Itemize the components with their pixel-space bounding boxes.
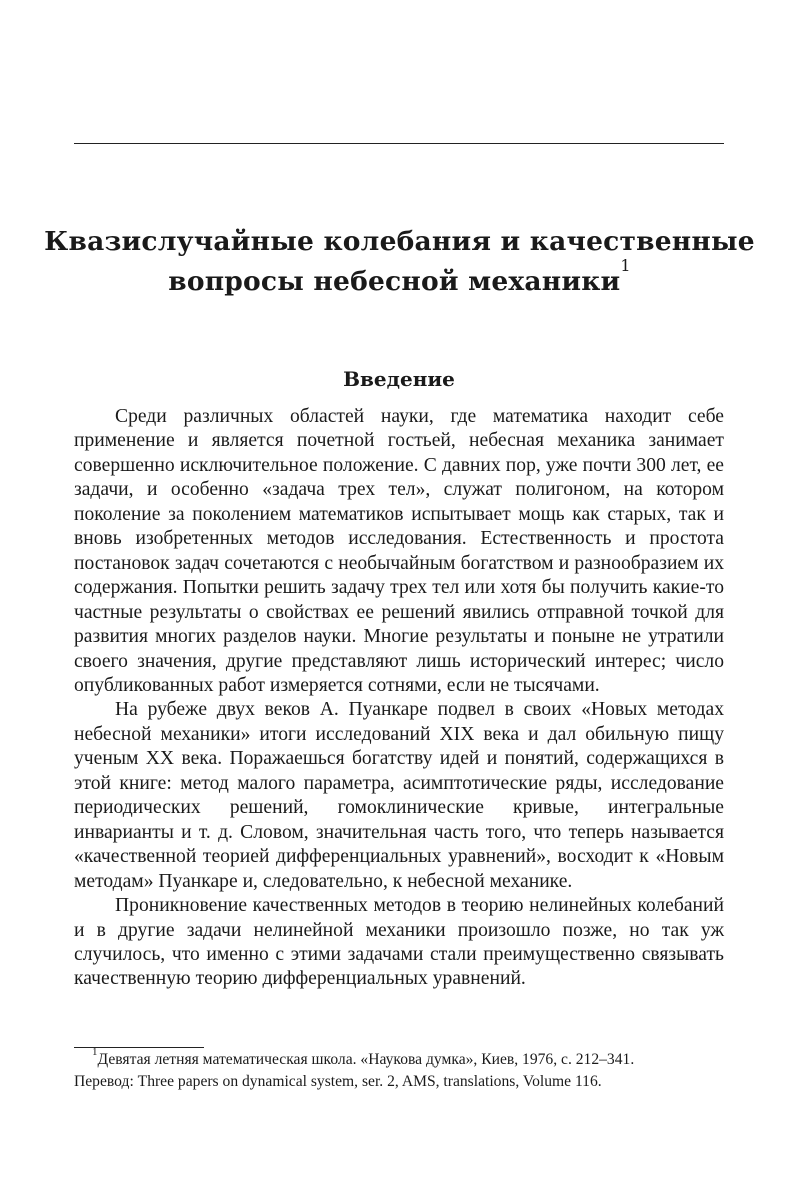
article-title-line-2: вопросы небесной механики xyxy=(168,266,621,297)
article-title xyxy=(40,222,759,302)
footnote-text-1: Девятая летняя математическая школа. «Наукова думка», Киев, 1976, с. 212–341. xyxy=(97,1051,635,1068)
paragraph-1: Среди различных областей науки, где математика находит себе применение и является почетной гостьей, небесная механика занимает совершенно исключительное положение. С давних пор, уже почти 300 лет, ее задачи, и особенно «задача трех тел», служат полигоном, на котором поколение за поколением математиков испытывает мощь как старых, так и вновь изобретенных методов исследования. Естественность и простота постановок задач сочетаются с необычайным богатством и разнообразием их содержания. Попытки решить задачу трех тел или хотя бы получить какие-то частные результаты о свойствах ее решений явились отправной точкой для развития многих разделов науки. Многие результаты и поныне не утратили своего значения, другие представляют лишь исторический интерес; число опубликованных работ измеряется сотнями, если не тысячами. xyxy=(74,406,724,696)
footnote-mark: 1 xyxy=(92,1046,98,1058)
header-rule xyxy=(74,143,724,144)
footnote xyxy=(74,1046,724,1093)
paragraph-2: На рубеже двух веков А. Пуанкаре подвел в своих «Новых методах небесной механики» итоги исследований XIX века и дал обильную пищу ученым XX века. Поражаешься богатству идей и понятий, содержащихся в этой книге: метод малого параметра, асимптотические ряды, исследование периодических решений, гомоклинические кривые, интегральные инварианты и т. д. Словом, значительная часть того, что теперь называется «качественной теорией дифференциальных уравнений», восходит к «Новым методам» Пуанкаре и, следовательно, к небесной механике. xyxy=(74,699,724,892)
body-text xyxy=(74,405,724,992)
paragraph-3: Проникновение качественных методов в теорию нелинейных колебаний и в другие задачи нелинейной механики произошло позже, но так уж случилось, что именно с этими задачами стали преимущественно связывать качественную теорию дифференциальных уравнений. xyxy=(74,895,724,990)
section-heading: Введение xyxy=(343,367,455,391)
footnote-line-2: Перевод: Three papers on dynamical system, ser. 2, AMS, translations, Volume 116. xyxy=(74,1073,602,1090)
article-title-line-1: Квазислучайные колебания и качественные xyxy=(44,226,755,257)
footnote-line-1 xyxy=(74,1046,724,1071)
title-footnote-mark[interactable]: 1 xyxy=(620,256,631,275)
